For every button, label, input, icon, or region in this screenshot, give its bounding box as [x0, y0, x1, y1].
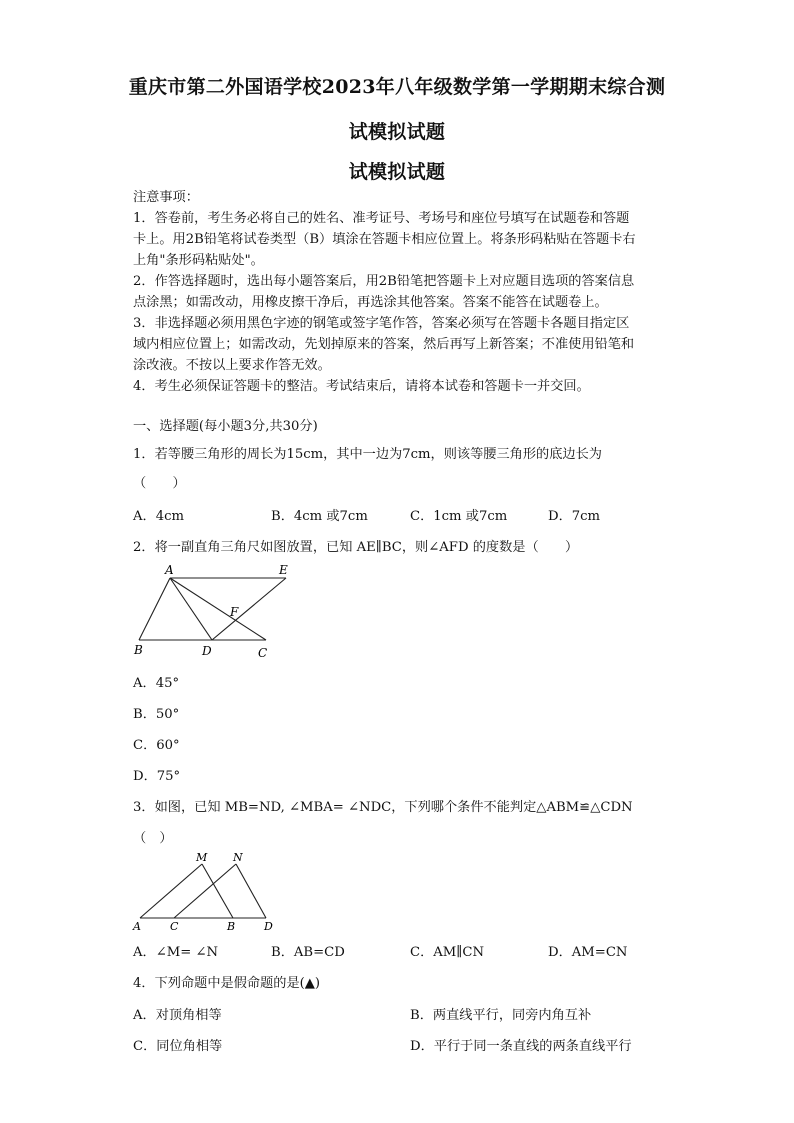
question-2-stem: 2．将一副直角三角尺如图放置，已知 AE∥BC，则∠AFD 的度数是（ ） [133, 540, 579, 555]
notice-line: 卡上。用2B铅笔将试卷类型（B）填涂在答题卡相应位置上。将条形码粘贴在答题卡右 [133, 232, 636, 247]
notice-line: 4．考生必须保证答题卡的整洁。考试结束后，请将本试卷和答题卡一并交回。 [133, 379, 590, 394]
notice-line: 2．作答选择题时，选出每小题答案后，用2B铅笔把答题卡上对应题目选项的答案信息 [133, 274, 635, 289]
question-3-option-d: D．AM=CN [548, 945, 628, 960]
notice-line: 上角"条形码粘贴处"。 [133, 253, 264, 268]
label-d: D [264, 920, 273, 932]
question-4-option-d: D．平行于同一条直线的两条直线平行 [410, 1039, 632, 1054]
question-3-option-c: C．AM∥CN [410, 945, 485, 960]
question-4-option-a: A．对顶角相等 [133, 1008, 222, 1023]
question-3-figure [130, 850, 280, 932]
label-m: M [196, 851, 208, 864]
question-3-stem: 3．如图，已知 MB=ND, ∠MBA= ∠NDC，下列哪个条件不能判定△ABM≌△CDN [133, 800, 633, 815]
notice-line: 点涂黑；如需改动，用橡皮擦干净后，再选涂其他答案。答案不能答在试题卷上。 [133, 295, 608, 310]
notice-line: 3．非选择题必须用黑色字迹的钢笔或签字笔作答，答案必须写在答题卡各题目指定区 [133, 316, 630, 331]
question-4-option-b: B．两直线平行，同旁内角互补 [410, 1008, 592, 1023]
notice-heading: 注意事项： [133, 190, 199, 205]
question-3-option-b: B．AB=CD [271, 945, 345, 960]
question-4-option-c: C．同位角相等 [133, 1039, 223, 1054]
question-3-option-a: A．∠M= ∠N [133, 945, 219, 960]
notice-line: 涂改液。不按以上要求作答无效。 [133, 358, 331, 373]
exam-title-line3: 试模拟试题 [348, 161, 446, 183]
section-heading: 一、选择题(每小题3分,共30分) [133, 419, 318, 434]
label-b: B [227, 920, 236, 932]
label-n: N [233, 851, 243, 864]
question-4-stem: 4．下列命题中是假命题的是(▲) [133, 976, 321, 991]
exam-title-line1: 重庆市第二外国语学校2023年八年级数学第一学期期末综合测 [128, 76, 666, 98]
question-1-option-d: D．7cm [548, 509, 601, 524]
label-a: A [133, 920, 141, 932]
question-2-option-d: D．75° [133, 769, 181, 784]
question-1-option-b: B．4cm 或7cm [271, 509, 368, 524]
notice-line: 域内相应位置上；如需改动，先划掉原来的答案，然后再写上新答案；不准使用铅笔和 [133, 337, 635, 352]
label-d: D [202, 644, 212, 658]
question-2-option-b: B．50° [133, 707, 180, 722]
question-1-stem: 1．若等腰三角形的周长为15cm，其中一边为7cm，则该等腰三角形的底边长为 [133, 447, 602, 462]
question-1-blank: （ ） [133, 476, 186, 491]
question-1-option-c: C．1cm 或7cm [410, 509, 508, 524]
label-b: B [134, 643, 143, 657]
question-2-option-a: A．45° [133, 676, 180, 691]
question-2-option-c: C．60° [133, 738, 180, 753]
exam-title-line2: 试模拟试题 [348, 121, 446, 143]
question-3-blank: （ ） [133, 831, 173, 846]
label-e: E [279, 563, 288, 577]
label-f: F [230, 605, 239, 619]
question-2-figure [130, 560, 300, 662]
label-c: C [170, 920, 179, 932]
label-a: A [165, 563, 174, 577]
notice-line: 1．答卷前，考生务必将自己的姓名、准考证号、考场号和座位号填写在试题卷和答题 [133, 211, 630, 226]
question-1-option-a: A．4cm [133, 509, 184, 524]
label-c: C [258, 646, 268, 660]
